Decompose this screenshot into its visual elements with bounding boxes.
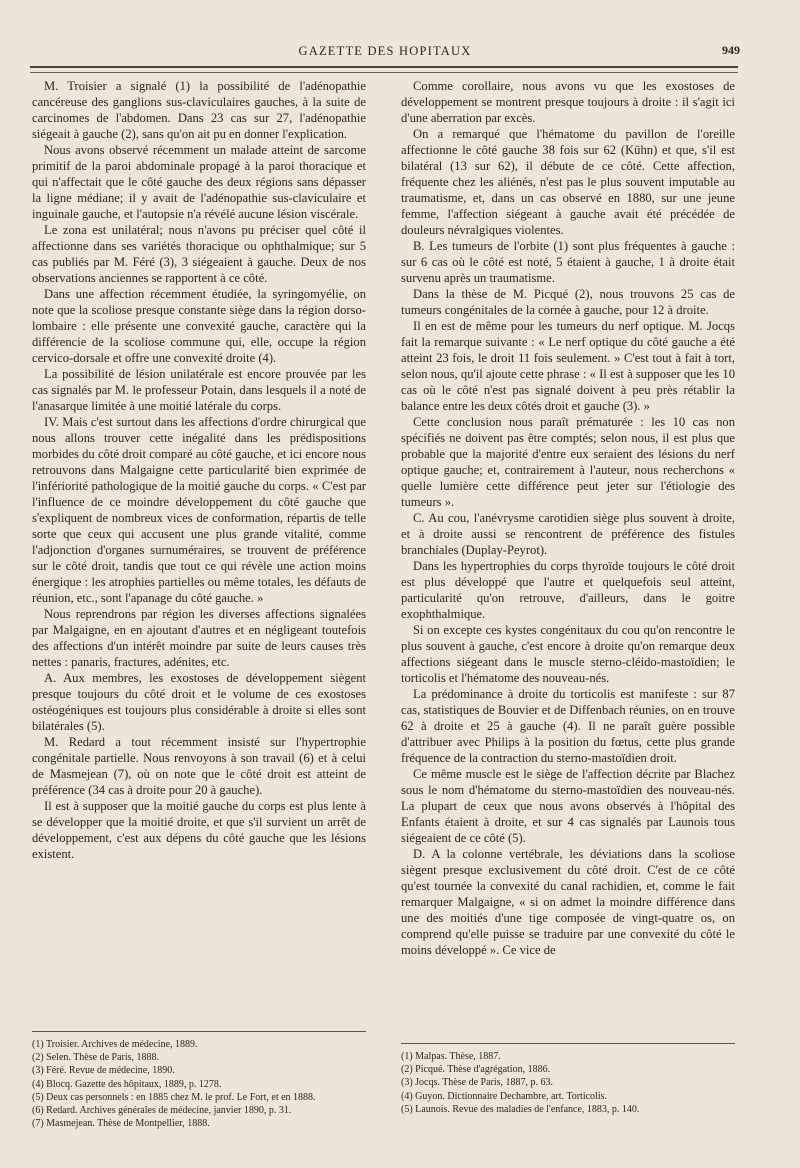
paragraph: Dans une affection récemment étudiée, la syringomyélie, on note que la scoliose presque constante siège dans la région dorso-lombaire : elle présente une convexité gauche, caractère qui la différencie de la scoliose commune qui, elle, occupe la région cervico-dorsale et offre une convexité droite (4).	[32, 287, 366, 365]
paragraph: M. Troisier a signalé (1) la possibilité de l'adénopathie cancéreuse des ganglions sus-claviculaires gauches, à la suite de carcinomes de l'abdomen. Dans 23 cas sur 27, l'adénopathie siégeait à gauche (2), sans qu'on ait pu en donner l'explication.	[32, 79, 366, 141]
footnote: (1) Troisier. Archives de médecine, 1889.	[32, 1039, 198, 1050]
paragraph: La prédominance à droite du torticolis est manifeste : sur 87 cas, statistiques de Bouvier et de Diffenbach réunies, on en trouve 62 à droite et 25 à gauche (4). Il ne paraît guère possible d'attribuer avec Philips à la position du fœtus, cette plus grande fréquence de la contraction du sterno-mastoïdien droit.	[401, 687, 735, 765]
paragraph: Il en est de même pour les tumeurs du nerf optique. M. Jocqs fait la remarque suivante : « Le nerf optique du côté gauche a été atteint 23 fois, le droit 11 fois seulement. » C'est tout à fait à tort, selon nous, qu'il ajoute cette phrase : « Il est à supposer que les 10 cas où le côté n'est pas signalé doivent à peu près rétablir la balance entre les deux côtés droit et gauche (3). »	[401, 319, 735, 413]
paragraph: B. Les tumeurs de l'orbite (1) sont plus fréquentes à gauche : sur 6 cas où le côté est noté, 5 étaient à gauche, 1 à droite était survenu après un traumatisme.	[401, 239, 735, 285]
paragraph: Le zona est unilatéral; nous n'avons pu préciser quel côté il affectionne dans ses variétés thoracique ou ophthalmique; sur 5 cas publiés par M. Féré (3), 3 siégeaient à gauche. Deux de nos observations anciennes se rapportent à ce côté.	[32, 223, 366, 285]
header-rule-thick	[30, 66, 738, 68]
page-number: 949	[722, 43, 740, 57]
paragraph: Si on excepte ces kystes congénitaux du cou qu'on rencontre le plus souvent à gauche, c'est encore à droite qu'on remarque deux affections siégeant dans le muscle sterno-cléido-mastoïdien; le torticolis et l'hématome des nouveau-nés.	[401, 623, 735, 685]
footnote: (5) Deux cas personnels : en 1885 chez M. le prof. Le Fort, et en 1888.	[32, 1091, 316, 1103]
page-header	[30, 40, 740, 62]
right-footnotes	[401, 1043, 735, 1116]
footnote: (2) Selen. Thèse de Paris, 1888.	[32, 1052, 160, 1064]
left-column	[32, 78, 366, 862]
paragraph: La possibilité de lésion unilatérale est encore prouvée par les cas signalés par M. le professeur Potain, dans lesquels il a noté de l'anasarque limitée à une moitié latérale du corps.	[32, 367, 366, 413]
paragraph: Dans les hypertrophies du corps thyroïde toujours le côté droit est plus développé que l'autre et quelquefois seul atteint, particularité qu'on retrouve, d'ailleurs, dans le goitre exophthalmique.	[401, 559, 735, 621]
paragraph: Ce même muscle est le siège de l'affection décrite par Blachez sous le nom d'hématome du sterno-mastoïdien des nouveau-nés. La plupart de ceux que nous avons observés à l'hôpital des Enfants étaient à droite, et sur 4 cas signalés par Launois tous siégeaient de ce côté (5).	[401, 767, 735, 845]
paragraph: Comme corollaire, nous avons vu que les exostoses de développement se montrent presque toujours à droite : il s'agit ici d'une aberration par excès.	[401, 79, 735, 125]
right-column	[401, 78, 735, 958]
footnote-rule	[401, 1043, 735, 1044]
paragraph: Dans la thèse de M. Picqué (2), nous trouvons 25 cas de tumeurs congénitales de la cornée à gauche, pour 12 à droite.	[401, 287, 735, 317]
footnote-rule	[32, 1031, 366, 1032]
footnote: (3) Jocqs. Thèse de Paris, 1887, p. 63.	[401, 1077, 554, 1089]
footnote: (6) Redard. Archives générales de médecine, janvier 1890, p. 31.	[32, 1105, 292, 1117]
paragraph: C. Au cou, l'anévrysme carotidien siège plus souvent à droite, et à droite aussi se rencontrent de préférence des fistules branchiales (Duplay-Peyrot).	[401, 511, 735, 557]
paragraph: D. A la colonne vertébrale, les déviations dans la scoliose siègent presque exclusivement du côté droit. C'est de ce côté qu'est tournée la convexité du canal rachidien, et, comme le fait remarquer Malgaigne, « si on admet la moindre différence dans une des moitiés d'une tige composée de vingt-quatre os, on comprend qu'elle puisse se traduire par une convexité du côté le moins développé ». Ce vice de	[401, 847, 735, 957]
left-footnotes	[32, 1031, 366, 1130]
paragraph: Cette conclusion nous paraît prématurée : les 10 cas non spécifiés ne doivent pas être comptés; selon nous, il est plus que probable que la majorité d'entre eux seraient des lésions du nerf optique gauche; et, contrairement à l'auteur, nous recherchons « quelle lumière cette différence peut jeter sur l'étiologie des tumeurs ».	[401, 415, 735, 509]
footnote: (2) Picqué. Thèse d'agrégation, 1886.	[401, 1064, 551, 1076]
footnote: (3) Féré. Revue de médecine, 1890.	[32, 1065, 175, 1077]
paragraph: M. Redard a tout récemment insisté sur l'hypertrophie congénitale partielle. Nous renvoyons à son travail (6) et à celui de Masmejean (7), où on note que le côté droit est atteint de préférence (34 cas à droite pour 20 à gauche).	[32, 735, 366, 797]
paragraph: IV. Mais c'est surtout dans les affections d'ordre chirurgical que nous allons trouver cette inégalité dans les prédispositions morbides du côté droit comparé au côté gauche, et ici encore nous retrouvons dans Malgaigne cette particularité bien exprimée de l'infériorité pathologique de la moitié gauche du corps. « C'est par l'influence de ce moindre développement du côté gauche que s'expliquent de nombreux vices de conformation, répartis de telle sorte que ceux qui accusent une plus grande vitalité, comme l'adjonction d'organes surnuméraires, se trouvent de préférence sur le côté droit, tandis que tout ce qui révèle une action moins énergique : les atrophies partielles ou même totales, les défauts de réunion, etc., sont l'apanage du côté gauche. »	[32, 415, 366, 605]
paragraph: On a remarqué que l'hématome du pavillon de l'oreille affectionne le côté gauche 38 fois sur 62 (Kühn) et que, s'il est bilatéral (13 sur 62), il débute de ce côté. Cette affection, fréquente chez les aliénés, n'est pas le plus souvent imputable au traumatisme, et, dans un cas observé en 1880, sur une jeune femme, l'affection siégeant à gauche avait été précédée de douleurs névralgiques violentes.	[401, 127, 735, 237]
footnote: (4) Blocq. Gazette des hôpitaux, 1889, p. 1278.	[32, 1078, 222, 1090]
header-rule-thin	[30, 72, 738, 73]
paragraph: Il est à supposer que la moitié gauche du corps est plus lente à se développer que la moitié droite, et que s'il survient un arrêt de développement, c'est aux dépens du côté gauche que les lésions existent.	[32, 799, 366, 861]
page-title: GAZETTE DES HOPITAUX	[298, 44, 472, 58]
footnote: (7) Masmejean. Thèse de Montpellier, 1888.	[32, 1118, 210, 1130]
footnote: (4) Guyon. Dictionnaire Dechambre, art. Torticolis.	[401, 1090, 607, 1102]
paragraph: Nous reprendrons par région les diverses affections signalées par Malgaigne, en en ajoutant d'autres et en négligeant toutefois des affections d'un intérêt moindre par suite de leurs causes très nettes : panaris, fractures, adénites, etc.	[32, 607, 366, 669]
paragraph: A. Aux membres, les exostoses de développement siègent presque toujours du côté droit et le volume de ces exostoses ostéogéniques est toujours plus considérable à droite si elles sont bilatérales (5).	[32, 671, 366, 733]
footnote: (5) Launois. Revue des maladies de l'enfance, 1883, p. 140.	[401, 1103, 640, 1115]
paragraph: Nous avons observé récemment un malade atteint de sarcome primitif de la paroi abdominale propagé à la paroi thoracique et qui n'affectait que le côté gauche des deux régions sans dépasser la ligne médiane; il y avait de l'adénopathie sus-claviculaire et inguinale gauche, et l'autopsie n'a révélé aucune lésion viscérale.	[32, 143, 366, 221]
footnote: (1) Malpas. Thèse, 1887.	[401, 1051, 501, 1062]
